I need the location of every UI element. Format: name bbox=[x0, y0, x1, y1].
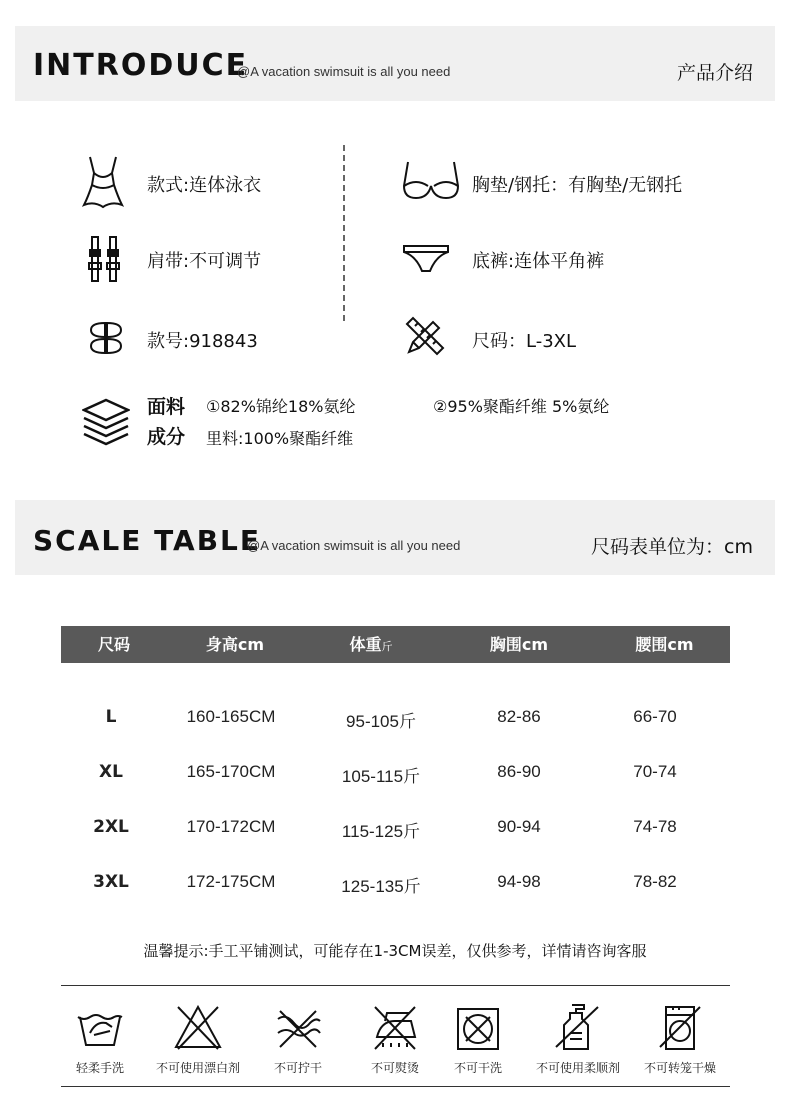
material-label-line2: 成分 bbox=[147, 426, 186, 448]
introduce-header bbox=[15, 26, 775, 101]
cell-weight: 115-125斤 bbox=[341, 822, 421, 841]
style-text: 款式:连体泳衣 bbox=[147, 175, 262, 196]
care-label: 不可干洗 bbox=[453, 1061, 502, 1075]
introduce-cn-title: 产品介绍 bbox=[676, 62, 753, 84]
no-iron-icon bbox=[371, 1003, 419, 1051]
size-table-header bbox=[61, 626, 730, 663]
no-tumble-dry-icon bbox=[656, 1003, 704, 1051]
care-label: 不可转笼干燥 bbox=[643, 1061, 716, 1075]
introduce-tagline: @A vacation swimsuit is all you need bbox=[237, 64, 451, 79]
header-size: 尺码 bbox=[97, 635, 130, 654]
cell-bust: 94-98 bbox=[497, 872, 541, 891]
material-label bbox=[147, 392, 185, 452]
fabric-layers-icon bbox=[82, 398, 130, 448]
scale-tagline: @A vacation swimsuit is all you need bbox=[247, 538, 461, 553]
no-bleach-icon bbox=[174, 1003, 222, 1051]
cell-waist: 74-78 bbox=[633, 817, 677, 836]
care-top-rule bbox=[61, 985, 730, 986]
bra-icon bbox=[400, 160, 462, 202]
pencil-ruler-icon bbox=[403, 316, 445, 358]
lining-text: 里料:100%聚酯纤维 bbox=[206, 429, 354, 448]
cell-size: XL bbox=[99, 762, 123, 782]
cell-height: 172-175CM bbox=[186, 872, 276, 891]
clover-icon bbox=[88, 320, 124, 356]
scale-cn-title: 尺码表单位为：cm bbox=[591, 536, 753, 558]
scale-table-header bbox=[15, 500, 775, 575]
care-bottom-rule bbox=[61, 1086, 730, 1087]
dashed-divider bbox=[340, 145, 348, 325]
scale-title: SCALE TABLE bbox=[33, 524, 262, 557]
cell-height: 165-170CM bbox=[186, 762, 276, 781]
care-label: 轻柔手洗 bbox=[75, 1061, 124, 1075]
care-label: 不可拧干 bbox=[273, 1061, 322, 1075]
no-wring-icon bbox=[274, 1003, 322, 1051]
cell-bust: 82-86 bbox=[497, 707, 541, 726]
swimsuit-icon bbox=[82, 155, 124, 211]
cell-waist: 78-82 bbox=[633, 872, 677, 891]
bottom-text: 底裤:连体平角裤 bbox=[472, 251, 605, 272]
cell-height: 170-172CM bbox=[186, 817, 276, 836]
care-label: 不可使用漂白剂 bbox=[155, 1061, 240, 1075]
item-number-text: 款号:918843 bbox=[147, 331, 258, 352]
header-bust: 胸围cm bbox=[489, 635, 549, 654]
cell-height: 160-165CM bbox=[186, 707, 276, 726]
measurement-note: 温馨提示:手工平铺测试，可能存在1-3CM误差，仅供参考，详情请咨询客服 bbox=[143, 942, 647, 960]
strap-icon bbox=[88, 235, 122, 283]
cell-waist: 66-70 bbox=[633, 707, 677, 726]
introduce-title: INTRODUCE bbox=[33, 48, 249, 83]
header-waist: 腰围cm bbox=[635, 635, 694, 654]
hand-wash-icon bbox=[76, 1003, 124, 1051]
cell-weight: 95-105斤 bbox=[346, 712, 416, 731]
fabric-1-text: ①82%锦纶18%氨纶 bbox=[206, 397, 356, 416]
header-height: 身高cm bbox=[205, 635, 265, 654]
no-dry-clean-icon bbox=[454, 1003, 502, 1051]
cell-size: 2XL bbox=[93, 817, 129, 837]
no-softener-icon bbox=[554, 1003, 602, 1051]
cup-text: 胸垫/钢托：有胸垫/无钢托 bbox=[472, 175, 683, 196]
cell-weight: 105-115斤 bbox=[341, 767, 421, 786]
briefs-icon bbox=[402, 243, 450, 275]
size-range-text: 尺码：L-3XL bbox=[472, 331, 577, 352]
cell-bust: 86-90 bbox=[497, 762, 541, 781]
material-label-line1: 面料 bbox=[147, 396, 186, 418]
care-label: 不可熨烫 bbox=[370, 1061, 419, 1075]
fabric-2-text: ②95%聚酯纤维 5%氨纶 bbox=[433, 397, 610, 416]
cell-size: L bbox=[105, 707, 117, 727]
cell-waist: 70-74 bbox=[633, 762, 677, 781]
strap-text: 肩带:不可调节 bbox=[147, 251, 262, 272]
header-weight: 体重斤 bbox=[349, 635, 393, 654]
cell-weight: 125-135斤 bbox=[341, 877, 421, 896]
cell-bust: 90-94 bbox=[497, 817, 541, 836]
cell-size: 3XL bbox=[93, 872, 129, 892]
care-label: 不可使用柔顺剂 bbox=[535, 1061, 620, 1075]
